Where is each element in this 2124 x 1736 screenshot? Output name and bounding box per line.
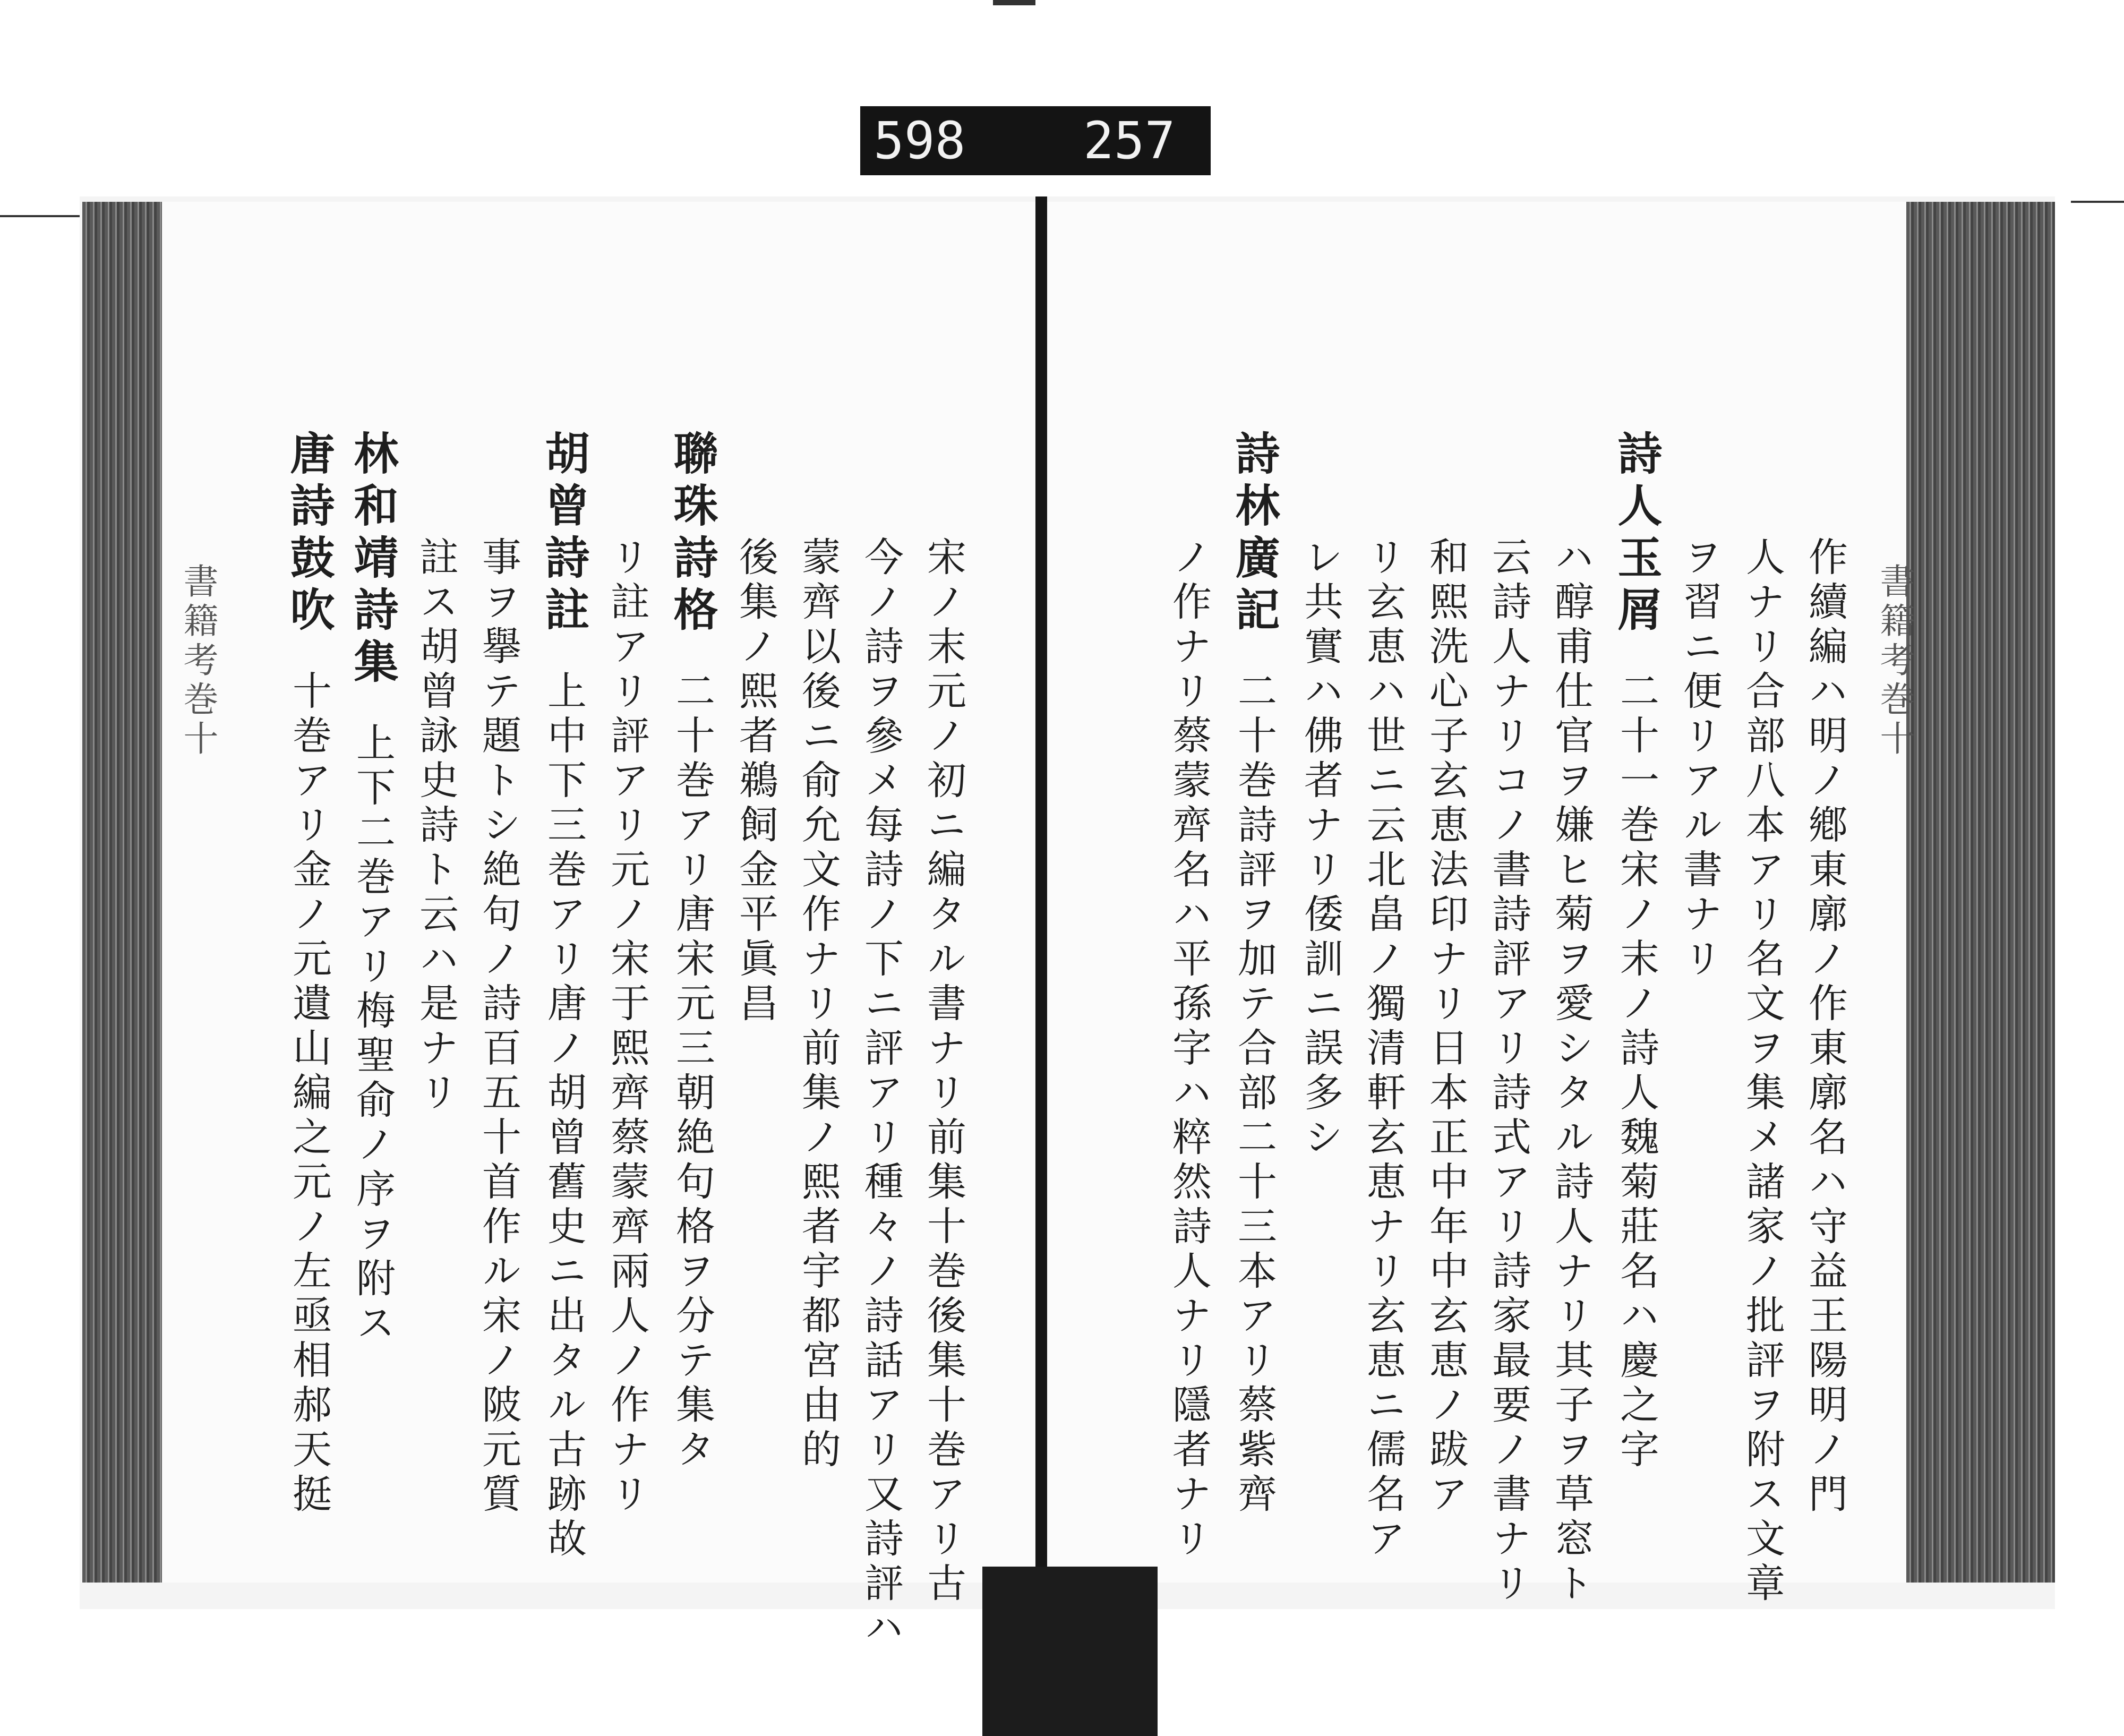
left-line-1: 宋ノ末元ノ初ニ編タル書ナリ前集十巻後集十巻アリ古 (921, 536, 966, 1607)
entry-title-renju-shikaku: 聯珠詩格 (666, 430, 719, 638)
entry-title-koso-shichu: 胡曾詩註 (538, 430, 590, 638)
top-margin-mark (993, 0, 1035, 5)
archive-number-left: 598 (873, 111, 966, 170)
left-entry-1-line-2: リ註アリ評アリ元ノ宋于熙齊蔡蒙齊兩人ノ作ナリ (604, 536, 650, 1518)
archive-number-tag (860, 106, 1211, 175)
right-entry-1-line-3: 云詩人ナリコノ書詩評アリ詩式アリ詩家最要ノ書ナリ (1486, 536, 1531, 1607)
entry-first-line: 上下二巻アリ梅聖俞ノ序ヲ附ス (350, 722, 396, 1347)
entry-title-rinnasei-shishu: 林和靖詩集 (347, 430, 399, 690)
book-spine (1035, 196, 1047, 1588)
entry-first-line: 二十巻詩評ヲ加テ合部二十三本アリ蔡紫齊 (1231, 670, 1277, 1518)
left-line-4: 後集ノ熙者鵜飼金平眞昌 (733, 536, 778, 1027)
book-stand (982, 1567, 1158, 1736)
right-entry-1-line-4: 和熙洗心子玄恵法印ナリ日本正中年中玄恵ノ跋ア (1423, 536, 1469, 1518)
right-page-edge (1906, 202, 2055, 1583)
entry-first-line: 二十一巻宋ノ末ノ詩人魏菊莊名ハ慶之字 (1614, 670, 1659, 1473)
right-entry-1-line-2: ハ醇甫仕官ヲ嫌ヒ菊ヲ愛シタル詩人ナリ其子ヲ草窓ト (1548, 536, 1594, 1607)
top-rule-right (2071, 201, 2124, 203)
right-entry-2 (1228, 430, 1281, 1518)
right-entry-1-line-5: リ玄恵ハ世ニ云北畠ノ獨清軒玄恵ナリ玄恵ニ儒名ア (1360, 536, 1406, 1562)
left-entry-4 (283, 430, 336, 1518)
left-page-edge (82, 202, 162, 1583)
entry-first-line: 二十巻アリ唐宋元三朝絶句格ヲ分テ集タ (670, 670, 715, 1473)
left-entry-2-line-2: 事ヲ擧テ題トシ絶句ノ詩百五十首作ル宋ノ陂元質 (476, 536, 521, 1518)
top-rule-left (0, 215, 90, 217)
entry-first-line: 十巻アリ金ノ元遺山編之元ノ左亟相郝天挺 (286, 670, 332, 1518)
entry-title-shijin-gyokusetsu: 詩人玉屑 (1611, 430, 1663, 638)
archive-number-right: 257 (1083, 111, 1176, 170)
right-line-3: ヲ習ニ便リアル書ナリ (1677, 536, 1723, 982)
left-line-2: 今ノ詩ヲ參メ每詩ノ下ニ評アリ種々ノ詩話アリ又詩評ハ (858, 536, 904, 1652)
right-entry-2-line-2: ノ作ナリ蔡蒙齊名ハ平孫字ハ粹然詩人ナリ隱者ナリ (1166, 536, 1212, 1562)
left-entry-3 (347, 430, 399, 1347)
right-entry-1-line-6: レ共實ハ佛者ナリ倭訓ニ誤多シ (1298, 536, 1343, 1161)
right-line-2: 人ナリ合部八本アリ名文ヲ集メ諸家ノ批評ヲ附ス文章 (1740, 536, 1785, 1607)
left-entry-2 (538, 430, 590, 1562)
entry-first-line: 上中下三巻アリ唐ノ胡曾舊史ニ出タル古跡故 (541, 670, 587, 1562)
left-entry-1 (666, 430, 719, 1473)
entry-title-toshi-kosui: 唐詩鼓吹 (283, 430, 336, 638)
entry-title-shirin-koki: 詩林廣記 (1228, 430, 1281, 638)
right-running-head: 書籍考巻十 (1874, 563, 1915, 759)
right-line-1: 作續編ハ明ノ鄕東廓ノ作東廓名ハ守益王陽明ノ門 (1802, 536, 1848, 1518)
left-entry-2-line-3: 註ス胡曾詠史詩ト云ハ是ナリ (413, 536, 459, 1116)
left-line-3: 蒙齊以後ニ俞允文作ナリ前集ノ熙者宇都宮由的 (795, 536, 841, 1473)
right-entry-1 (1611, 430, 1663, 1473)
left-running-head: 書籍考巻十 (177, 563, 218, 759)
